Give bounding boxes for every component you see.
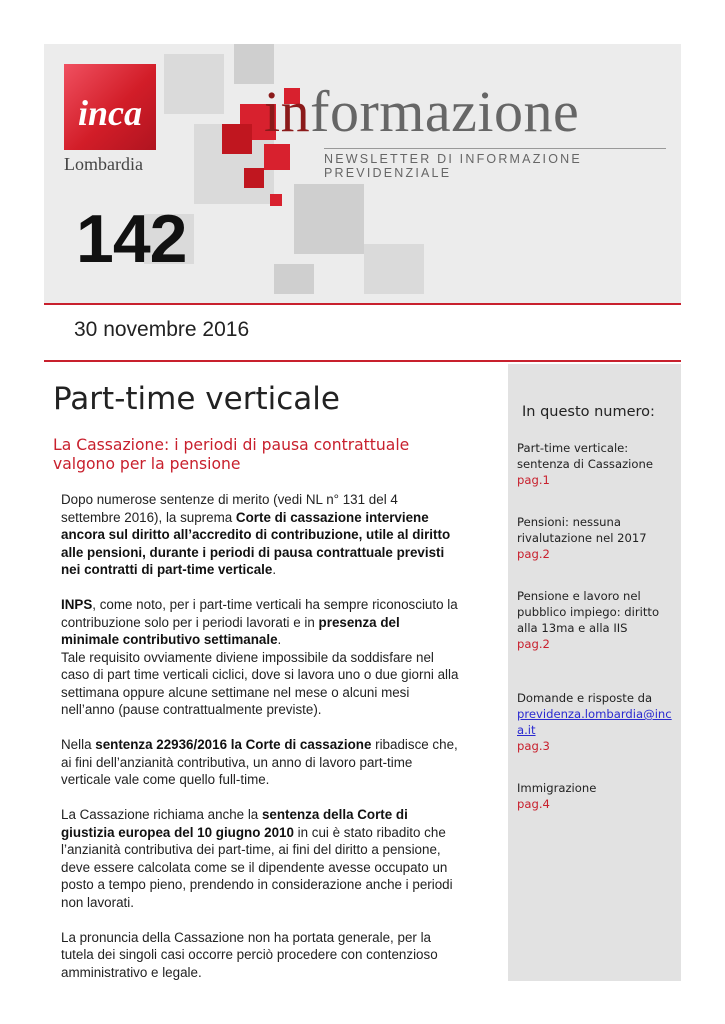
table-of-contents — [508, 364, 681, 981]
email-link[interactable]: previdenza.lombardia@inca.it — [517, 707, 672, 737]
paragraph: La Cassazione richiama anche la sentenza della Corte di giustizia europea del 10 giugno 2010 in cui è stato ribadito che l’anzianità contributiva dei part-time, ai fini del diritto a pensione, deve essere calcolata come se il dipendente avesse occupato un posto a tempo pieno, prendendo in considerazione anche i periodi non lavorati. — [61, 807, 453, 910]
article-subtitle: La Cassazione: i periodi di pausa contrattuale valgono per la pensione — [53, 436, 410, 473]
newsletter-title: informazione — [264, 79, 580, 144]
toc-item[interactable]: Domande e risposte da previdenza.lombardia@inca.it pag.3 — [517, 691, 672, 753]
divider — [324, 148, 666, 149]
decor-red-square — [222, 124, 252, 154]
toc-page: pag.3 — [517, 739, 550, 753]
inca-logo — [64, 64, 156, 150]
toc-page: pag.2 — [517, 637, 550, 651]
article-body — [61, 491, 461, 999]
paragraph: Dopo numerose sentenze di merito (vedi NL n° 131 del 4 settembre 2016), la suprema Corte di cassazione interviene ancora sul diritto all’accredito di contribuzione, utile al diritto alle pensioni, durante i periodi di pausa contrattuale previsti nei contratti di part-time verticale. — [61, 492, 451, 577]
decor-red-square — [264, 144, 290, 170]
paragraph: Nella sentenza 22936/2016 la Corte di cassazione ribadisce che, ai fini dell’anzianità contributiva, un anno di lavoro part-time verticale vale come quello full-time. — [61, 737, 458, 787]
paragraph: INPS, come noto, per i part-time verticali ha sempre riconosciuto la contribuzione solo per i periodi lavorati e in presenza del minimale contributivo settimanale. Tale requisito ovviamente diviene impossibile da soddisfare nel caso di part time verticali ciclici, dove si lavora uno o due giorni alla settimana oppure alcune settimane nel mese o alcuni mesi nell’anno (pause contrattualmente previste). — [61, 597, 459, 717]
masthead-banner — [44, 44, 681, 303]
decor-red-square — [270, 194, 282, 206]
paragraph: La pronuncia della Cassazione non ha portata generale, per la tutela dei singoli casi occorre perciò procedere con contenzioso amministrativo e legale. — [61, 929, 438, 980]
issue-date: 30 novembre 2016 — [74, 318, 250, 341]
toc-item[interactable]: Immigrazione pag.4 — [517, 781, 597, 811]
toc-title: In questo numero: — [522, 404, 655, 420]
decor-square — [164, 54, 224, 114]
tagline: NEWSLETTER DI INFORMAZIONE PREVIDENZIALE — [324, 152, 582, 180]
issue-number: 142 — [76, 201, 187, 277]
decor-square — [294, 184, 364, 254]
logo-text: inca — [77, 93, 142, 133]
divider — [44, 360, 681, 362]
toc-item[interactable]: Part-time verticale: sentenza di Cassazione pag.1 — [517, 441, 653, 487]
toc-item[interactable]: Pensione e lavoro nel pubblico impiego: diritto alla 13ma e alla IIS pag.2 — [517, 589, 660, 651]
logo-subtitle: Lombardia — [64, 154, 143, 174]
decor-square — [274, 264, 314, 294]
toc-page: pag.4 — [517, 797, 550, 811]
toc-page: pag.1 — [517, 473, 550, 487]
toc-page: pag.2 — [517, 547, 550, 561]
article-title: Part-time verticale — [53, 381, 340, 417]
toc-item[interactable]: Pensioni: nessuna rivalutazione nel 2017 pag.2 — [517, 515, 647, 561]
decor-square — [364, 244, 424, 294]
decor-red-square — [244, 168, 264, 188]
divider — [44, 303, 681, 305]
